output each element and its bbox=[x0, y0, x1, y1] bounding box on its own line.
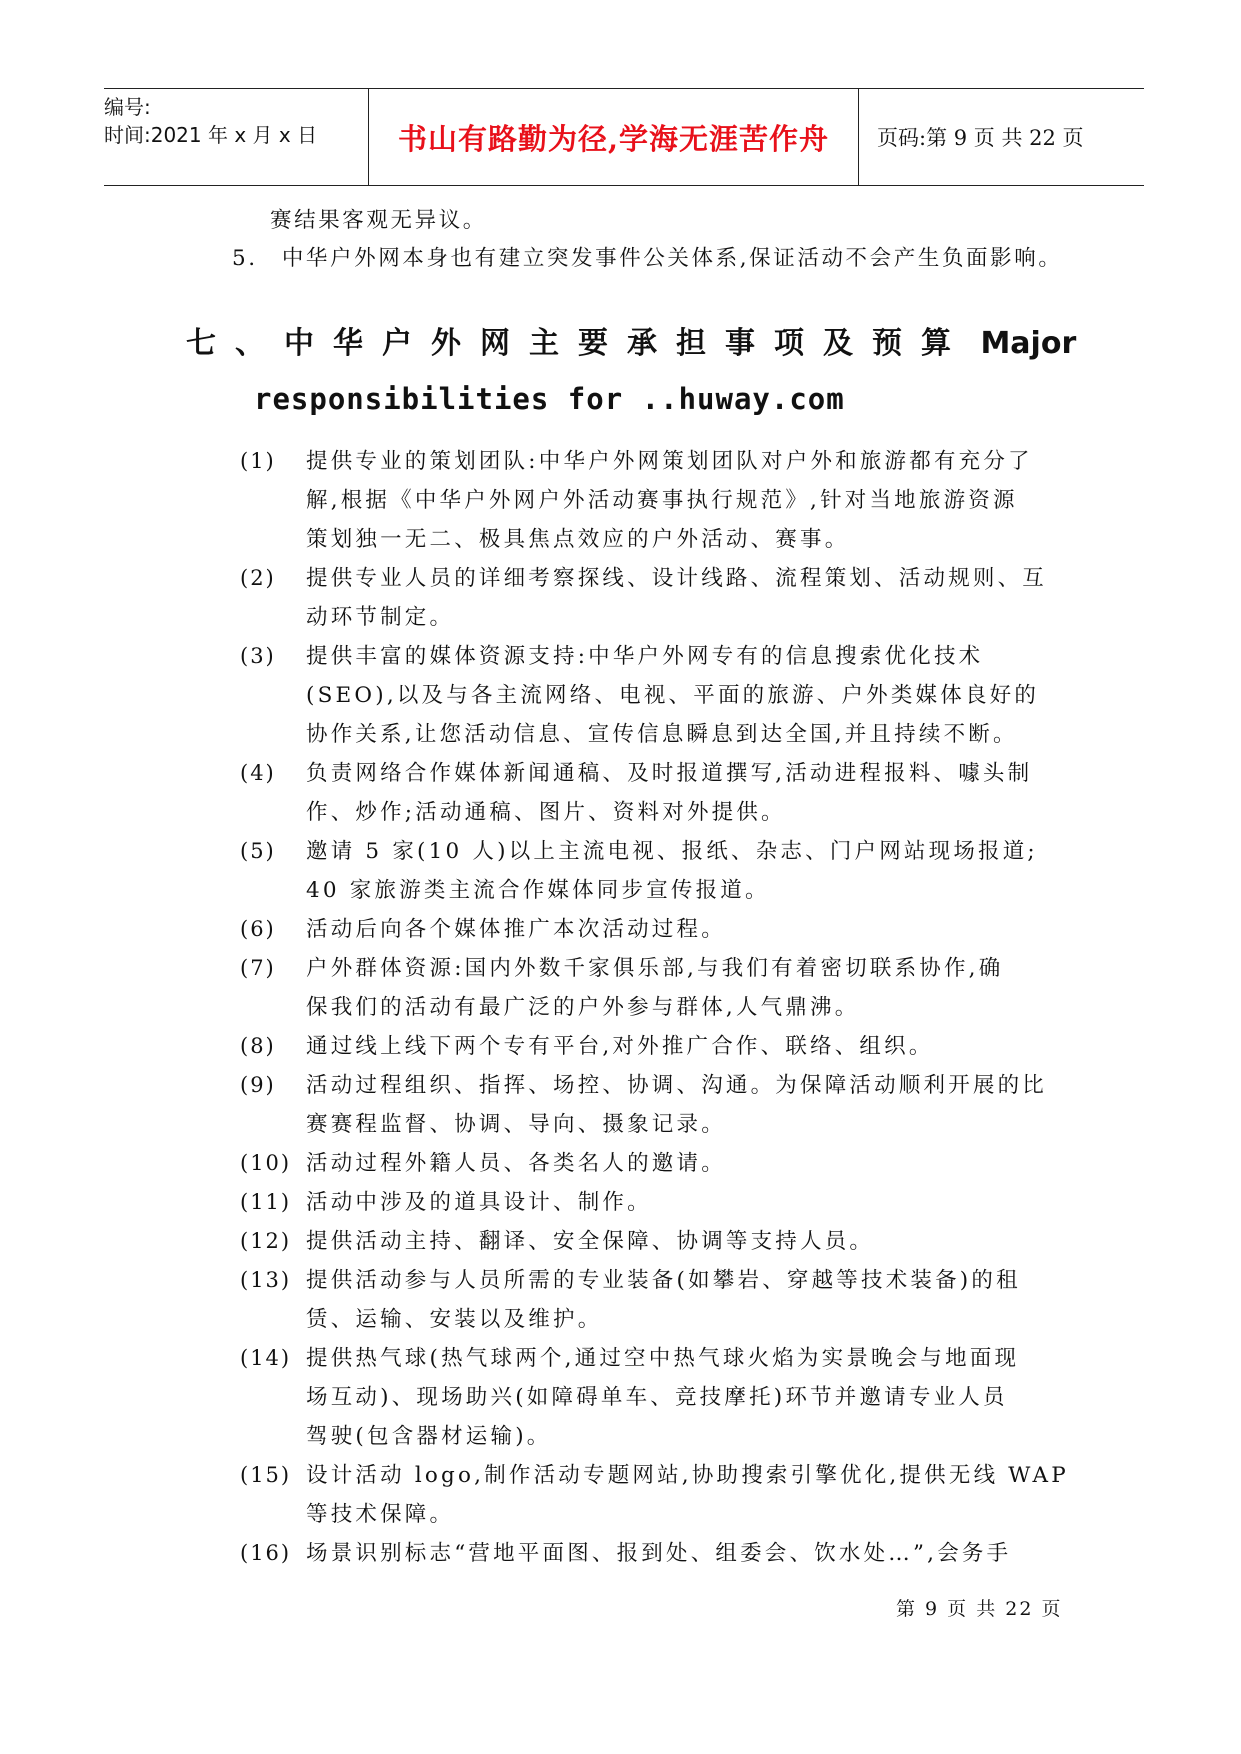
section-heading bbox=[186, 318, 1076, 362]
list-item-line: 通过线上线下两个专有平台,对外推广合作、联络、组织。 bbox=[306, 1034, 934, 1059]
list-item-line: 解,根据《中华户外网户外活动赛事执行规范》,针对当地旅游资源 bbox=[306, 488, 1018, 513]
list-item-number: (7) bbox=[240, 956, 276, 980]
page-footer: 第 9 页 共 22 页 bbox=[896, 1598, 1063, 1620]
list-item-line: 驾驶(包含器材运输)。 bbox=[306, 1424, 552, 1449]
list-item-number: (16) bbox=[240, 1541, 292, 1565]
list-item-line: 提供活动参与人员所需的专业装备(如攀岩、穿越等技术装备)的租 bbox=[306, 1268, 1021, 1293]
list-item-number: (15) bbox=[240, 1463, 292, 1487]
list-item-number: (14) bbox=[240, 1346, 292, 1370]
section-heading-en: Major bbox=[980, 326, 1077, 361]
list-item-line: 场景识别标志“营地平面图、报到处、组委会、饮水处…”,会务手 bbox=[306, 1541, 1012, 1566]
list-item-number: (5) bbox=[240, 839, 276, 863]
header-meta bbox=[104, 89, 369, 185]
list-item-number: (10) bbox=[240, 1151, 292, 1175]
list-item-line: 作、炒作;活动通稿、图片、资料对外提供。 bbox=[306, 800, 786, 825]
list-item-line: 提供专业人员的详细考察探线、设计线路、流程策划、活动规则、互 bbox=[306, 566, 1048, 591]
list-item-line: 负责网络合作媒体新闻通稿、及时报道撰写,活动进程报料、噱头制 bbox=[306, 761, 1033, 786]
document-time-label: 时间:2021 年 x 月 x 日 bbox=[104, 123, 318, 147]
list-item-text bbox=[306, 637, 1066, 754]
section-heading-en-continued: responsibilities for ..huway.com bbox=[254, 382, 845, 416]
list-item-text bbox=[306, 1339, 1066, 1456]
list-item-line: 协作关系,让您活动信息、宣传信息瞬息到达全国,并且持续不断。 bbox=[306, 722, 1018, 747]
list-item-text bbox=[306, 1144, 1066, 1183]
list-item-text bbox=[306, 559, 1066, 637]
section-heading-cn: 七、中华户外网主要承担事项及预算 bbox=[186, 326, 970, 361]
list-item-line: 赁、运输、安装以及维护。 bbox=[306, 1307, 603, 1332]
list-item-number: (1) bbox=[240, 449, 276, 473]
list-item-line: 策划独一无二、极具焦点效应的户外活动、赛事。 bbox=[306, 527, 850, 552]
list-item-line: 40 家旅游类主流合作媒体同步宣传报道。 bbox=[306, 878, 770, 903]
list-item-text bbox=[306, 442, 1066, 559]
list-item-number: (13) bbox=[240, 1268, 292, 1292]
list-item-line: 保我们的活动有最广泛的户外参与群体,人气鼎沸。 bbox=[306, 995, 860, 1020]
continuation-line: 5. 中华户外网本身也有建立突发事件公关体系,保证活动不会产生负面影响。 bbox=[232, 246, 1063, 271]
list-item-text bbox=[306, 754, 1066, 832]
list-item-text bbox=[306, 949, 1066, 1027]
document-number-label: 编号: bbox=[104, 95, 151, 119]
header-page-info: 页码:第 9 页 共 22 页 bbox=[877, 126, 1084, 150]
list-item-line: 活动后向各个媒体推广本次活动过程。 bbox=[306, 917, 726, 942]
list-item-line: 活动过程组织、指挥、场控、协调、沟通。为保障活动顺利开展的比 bbox=[306, 1073, 1048, 1098]
list-item-line: 提供活动主持、翻译、安全保障、协调等支持人员。 bbox=[306, 1229, 875, 1254]
list-item-text bbox=[306, 1027, 1066, 1066]
list-item-number: (9) bbox=[240, 1073, 276, 1097]
list-item-line: 提供专业的策划团队:中华户外网策划团队对户外和旅游都有充分了 bbox=[306, 449, 1033, 474]
list-item-line: 户外群体资源:国内外数千家俱乐部,与我们有着密切联系协作,确 bbox=[306, 956, 1004, 981]
list-item-text bbox=[306, 910, 1066, 949]
list-item-line: 赛赛程监督、协调、导向、摄象记录。 bbox=[306, 1112, 726, 1137]
list-item-line: 活动过程外籍人员、各类名人的邀请。 bbox=[306, 1151, 726, 1176]
list-item-line: 提供丰富的媒体资源支持:中华户外网专有的信息搜索优化技术 bbox=[306, 644, 984, 669]
list-item-text bbox=[306, 1066, 1066, 1144]
list-item-number: (3) bbox=[240, 644, 276, 668]
list-item-line: 等技术保障。 bbox=[306, 1502, 455, 1527]
page-header bbox=[104, 88, 1144, 186]
list-item-text bbox=[306, 832, 1066, 910]
continuation-line: 赛结果客观无异议。 bbox=[270, 208, 487, 233]
list-item-text bbox=[306, 1183, 1066, 1222]
list-item-number: (12) bbox=[240, 1229, 292, 1253]
list-item-text bbox=[306, 1261, 1066, 1339]
list-item-number: (6) bbox=[240, 917, 276, 941]
list-item-line: 设计活动 logo,制作活动专题网站,协助搜索引擎优化,提供无线 WAP bbox=[306, 1463, 1069, 1488]
list-item-number: (2) bbox=[240, 566, 276, 590]
list-item-line: 提供热气球(热气球两个,通过空中热气球火焰为实景晚会与地面现 bbox=[306, 1346, 1020, 1371]
list-item-line: (SEO),以及与各主流网络、电视、平面的旅游、户外类媒体良好的 bbox=[306, 683, 1040, 708]
list-item-line: 场互动)、现场助兴(如障碍单车、竞技摩托)环节并邀请专业人员 bbox=[306, 1385, 1008, 1410]
header-motto: 书山有路勤为径,学海无涯苦作舟 bbox=[369, 89, 859, 185]
list-item-text bbox=[306, 1534, 1066, 1573]
list-item-number: (8) bbox=[240, 1034, 276, 1058]
list-item-number: (4) bbox=[240, 761, 276, 785]
list-item-line: 活动中涉及的道具设计、制作。 bbox=[306, 1190, 652, 1215]
list-item-number: (11) bbox=[240, 1190, 292, 1214]
list-item-line: 邀请 5 家(10 人)以上主流电视、报纸、杂志、门户网站现场报道; bbox=[306, 839, 1038, 864]
list-item-text bbox=[306, 1456, 1069, 1534]
list-item-text bbox=[306, 1222, 1066, 1261]
list-item-line: 动环节制定。 bbox=[306, 605, 455, 630]
